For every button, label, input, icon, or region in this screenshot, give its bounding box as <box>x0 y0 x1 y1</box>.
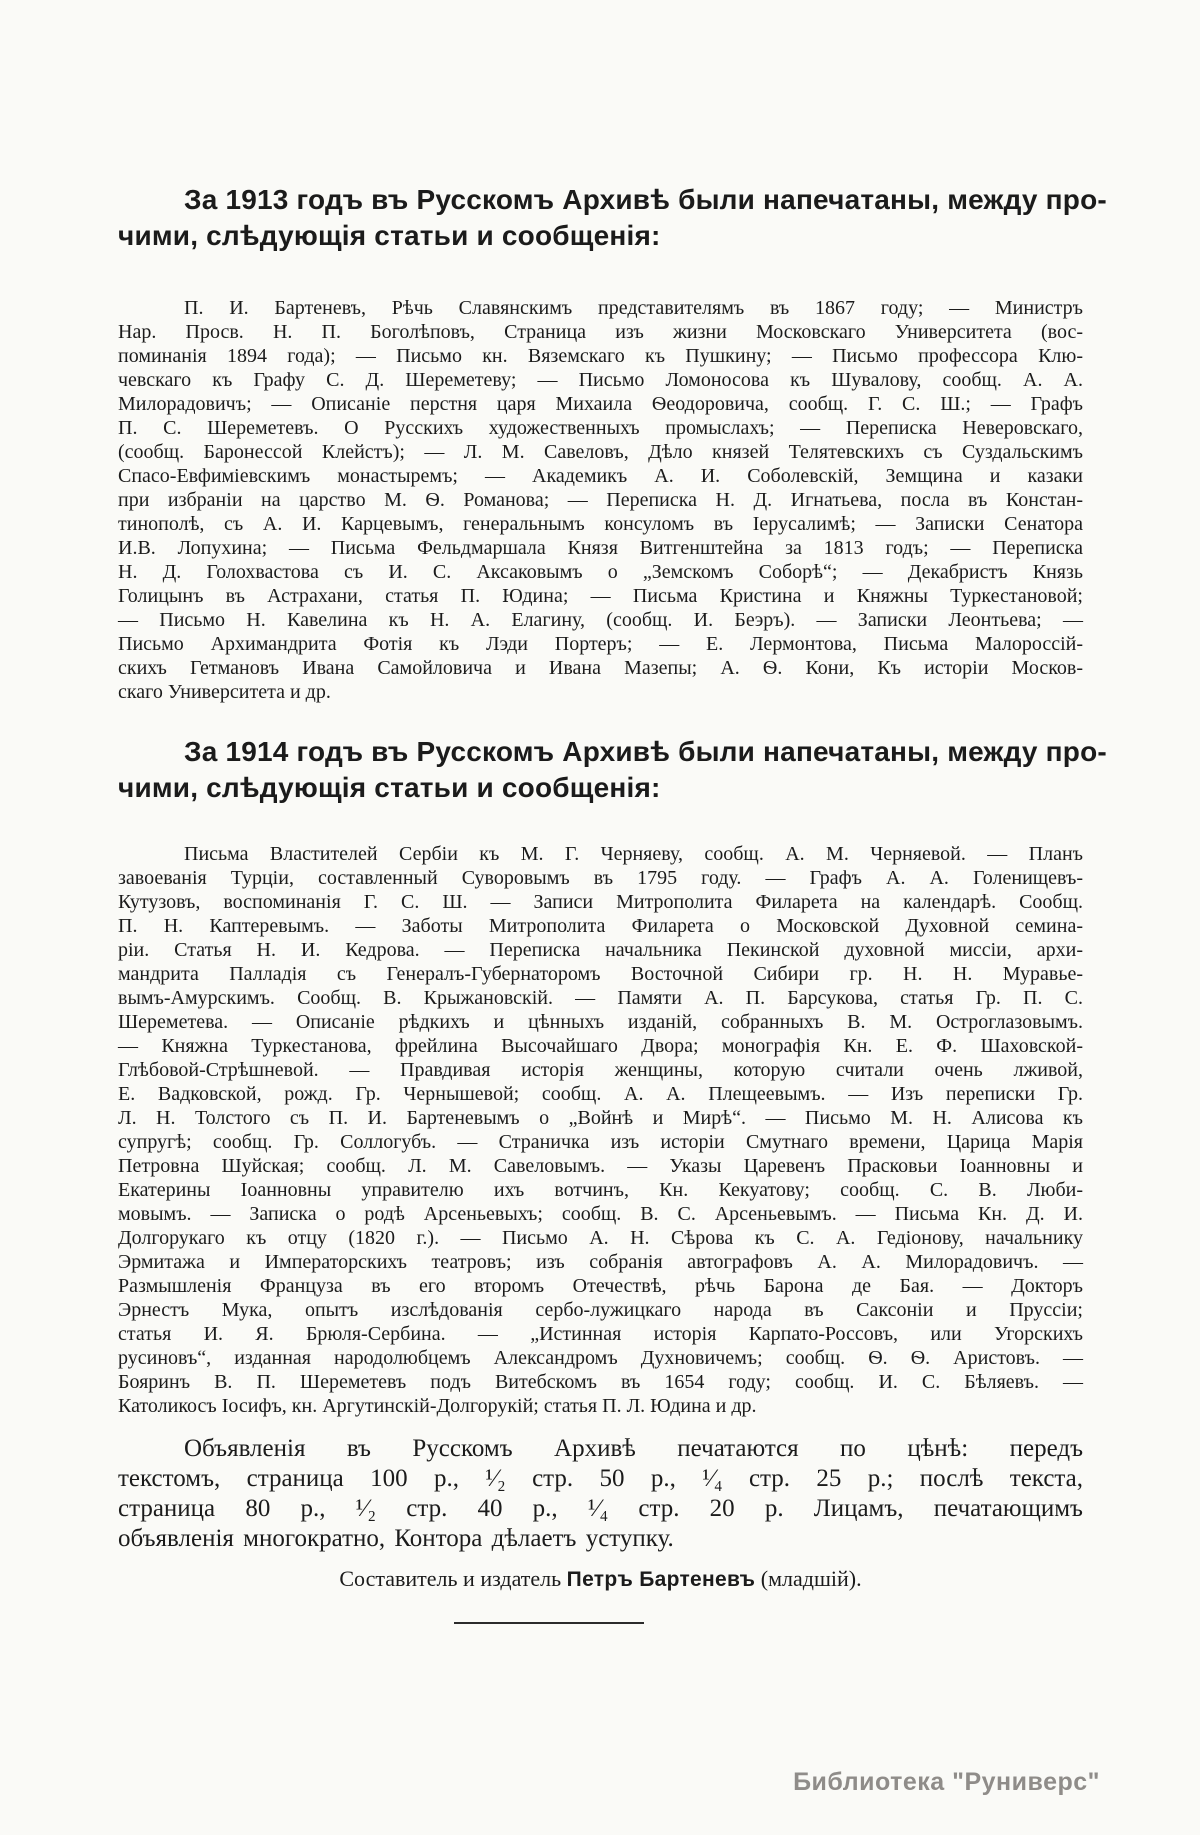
text-line: — Письмо Н. Кавелина къ Н. А. Елагину, (сообщ. И. Беэръ). — Записки Леонтьева; — <box>118 609 1083 631</box>
text-line: Е. Вадковской, рожд. Гр. Чернышевой; сообщ. А. А. Плещеевымъ. — Изъ переписки Гр. <box>118 1083 1083 1105</box>
text-line: завоеванія Турціи, составленный Суворовымъ въ 1795 году. — Графъ А. А. Голенищевъ- <box>118 867 1083 889</box>
text-line: Л. Н. Толстого съ П. И. Бартеневымъ о „Войнѣ и Мирѣ“. — Письмо М. Н. Алисова къ <box>118 1107 1083 1129</box>
text-line: скаго Университета и др. <box>118 681 331 703</box>
text-line: П. И. Бартеневъ, Рѣчь Славянскимъ представителямъ въ 1867 году; — Министръ <box>184 297 1083 319</box>
text-line: статья И. Я. Брюля-Сербина. — „Истинная исторія Карпато-Россовъ, или Угорскихъ <box>118 1323 1083 1345</box>
text-line: мовымъ. — Записка о родѣ Арсеньевыхъ; сообщ. В. С. Арсеньевымъ. — Письма Кн. Д. И. <box>118 1203 1083 1225</box>
text-line: Милорадовичъ; — Описаніе перстня царя Михаила Ѳеодоровича, сообщ. Г. С. Ш.; — Графъ <box>118 393 1083 415</box>
divider-rule <box>454 1622 644 1624</box>
heading-1914 <box>118 734 1107 806</box>
heading-1913-line-2: чими, слѣдующія статьи и сообщенія: <box>118 220 661 251</box>
text-line: при избраніи на царство М. Ѳ. Романова; — Переписка Н. Д. Игнатьева, посла въ Констан- <box>118 489 1083 511</box>
text-line: текстомъ, страница 100 р., ¹⁄₂ стр. 50 р., ¹⁄₄ стр. 25 р.; послѣ текста, <box>118 1465 1083 1492</box>
text-line: Размышленія Француза въ его второмъ Отечествѣ, рѣчь Барона де Бая. — Докторъ <box>118 1275 1083 1297</box>
text-line: ріи. Статья Н. И. Кедрова. — Переписка начальника Пекинской духовной миссіи, архи- <box>118 939 1083 961</box>
text-line: Спасо-Евфиміевскимъ монастыремъ; — Академикъ А. И. Соболевскій, Земщина и казаки <box>118 465 1083 487</box>
text-line: объявленія многократно, Контора дѣлаетъ уступку. <box>118 1525 674 1552</box>
text-line: Письмо Архимандрита Фотія къ Лэди Портеръ; — Е. Лермонтова, Письма Малороссій- <box>118 633 1083 655</box>
text-line: чевскаго къ Графу С. Д. Шереметеву; — Письмо Ломоносова къ Шувалову, сообщ. А. А. <box>118 369 1083 391</box>
text-line: Объявленія въ Русскомъ Архивѣ печатаются по цѣнѣ: передъ <box>184 1435 1083 1462</box>
text-line: Эрнестъ Мука, опытъ изслѣдованія сербо-лужицкаго народа въ Саксоніи и Пруссіи; <box>118 1299 1083 1321</box>
text-line: поминанія 1894 года); — Письмо кн. Вяземскаго къ Пушкину; — Письмо профессора Клю- <box>118 345 1083 367</box>
text-line: тинополѣ, съ А. И. Карцевымъ, генеральнымъ консуломъ въ Іерусалимѣ; — Записки Сенатора <box>118 513 1083 535</box>
text-line: Долгорукаго къ отцу (1820 г.). — Письмо А. Н. Сѣрова къ С. А. Гедіонову, начальнику <box>118 1227 1083 1249</box>
runivers-watermark: Библиотека "Руниверс" <box>793 1768 1100 1796</box>
text-line: Кутузовъ, воспоминанія Г. С. Ш. — Записи Митрополита Филарета на календарѣ. Сообщ. <box>118 891 1083 913</box>
text-line: Католикосъ Іосифъ, кн. Аргутинскій-Долгорукій; статья П. Л. Юдина и др. <box>118 1395 757 1417</box>
text-line: страница 80 р., ¹⁄₂ стр. 40 р., ¹⁄₄ стр. 20 р. Лицамъ, печатающимъ <box>118 1495 1083 1522</box>
text-line: — Княжна Туркестанова, фрейлина Высочайшаго Двора; монографія Кн. Е. Ф. Шаховской- <box>118 1035 1083 1057</box>
text-line: П. Н. Каптеревымъ. — Заботы Митрополита Филарета о Московской Духовной семина- <box>118 915 1083 937</box>
text-line: скихъ Гетмановъ Ивана Самойловича и Ивана Мазепы; А. Ѳ. Кони, Къ исторіи Москов- <box>118 657 1083 679</box>
text-line: Петровна Шуйская; сообщ. Л. М. Савеловымъ. — Указы Царевенъ Прасковьи Іоанновны и <box>118 1155 1083 1177</box>
heading-1914-line-2: чими, слѣдующія статьи и сообщенія: <box>118 772 661 803</box>
articles-1913-paragraph <box>118 296 1083 704</box>
text-line: Нар. Просв. Н. П. Боголѣповъ, Страница изъ жизни Московскаго Университета (вос- <box>118 321 1083 343</box>
text-line: Н. Д. Голохвастова съ И. С. Аксаковымъ о „Земскомъ Соборѣ“; — Декабристъ Князь <box>118 561 1083 583</box>
heading-1913-line-1: За 1913 годъ въ Русскомъ Архивѣ были напечатаны, между про- <box>184 184 1107 215</box>
advertisement-paragraph <box>118 1434 1083 1554</box>
text-line: Глѣбовой-Стрѣшневой. — Правдивая исторія женщины, которую считали очень лживой, <box>118 1059 1083 1081</box>
text-line: Бояринъ В. П. Шереметевъ подъ Витебскомъ въ 1654 году; сообщ. И. С. Бѣляевъ. — <box>118 1371 1083 1393</box>
text-line: (сообщ. Баронессой Клейстъ); — Л. М. Савеловъ, Дѣло князей Телятевскихъ съ Суздальскимъ <box>118 441 1083 463</box>
text-line: Екатерины Іоанновны управителю ихъ вотчинъ, Кн. Кекуатову; сообщ. С. В. Люби- <box>118 1179 1083 1201</box>
text-line: Шереметева. — Описаніе рѣдкихъ и цѣнныхъ изданій, собранныхъ В. М. Остроглазовымъ. <box>118 1011 1083 1033</box>
text-line: Голицынъ въ Астрахани, статья П. Юдина; — Письма Кристина и Княжны Туркестановой; <box>118 585 1083 607</box>
signature-suffix: (младшій). <box>760 1566 862 1591</box>
heading-1913 <box>118 182 1107 254</box>
text-line: Эрмитажа и Императорскихъ театровъ; изъ собранія автографовъ А. А. Милорадовичъ. — <box>118 1251 1083 1273</box>
articles-1914-paragraph <box>118 842 1083 1418</box>
text-line: И.В. Лопухина; — Письма Фельдмаршала Князя Витгенштейна за 1813 годъ; — Переписка <box>118 537 1083 559</box>
text-line: мандрита Палладія съ Генералъ-Губернаторомъ Восточной Сибири гр. Н. Н. Муравье- <box>118 963 1083 985</box>
text-line: супругѣ; сообщ. Гр. Соллогубъ. — Страничка изъ исторіи Смутнаго времени, Царица Марія <box>118 1131 1083 1153</box>
heading-1914-line-1: За 1914 годъ въ Русскомъ Архивѣ были напечатаны, между про- <box>184 736 1107 767</box>
signature-prefix: Составитель и издатель <box>339 1566 562 1591</box>
text-line: русиновъ“, изданная народолюбцемъ Александромъ Духновичемъ; сообщ. Ѳ. Ѳ. Аристовъ. — <box>118 1347 1083 1369</box>
text-line: П. С. Шереметевъ. О Русскихъ художественныхъ промыслахъ; — Переписка Неверовскаго, <box>118 417 1083 439</box>
signature-line <box>118 1566 1083 1592</box>
text-line: Письма Властителей Сербіи къ М. Г. Черняеву, сообщ. А. М. Черняевой. — Планъ <box>184 843 1083 865</box>
signature-name: Петръ Бартеневъ <box>566 1568 756 1591</box>
text-line: вымъ-Амурскимъ. Сообщ. В. Крыжановскій. — Памяти А. П. Барсукова, статья Гр. П. С. <box>118 987 1083 1009</box>
